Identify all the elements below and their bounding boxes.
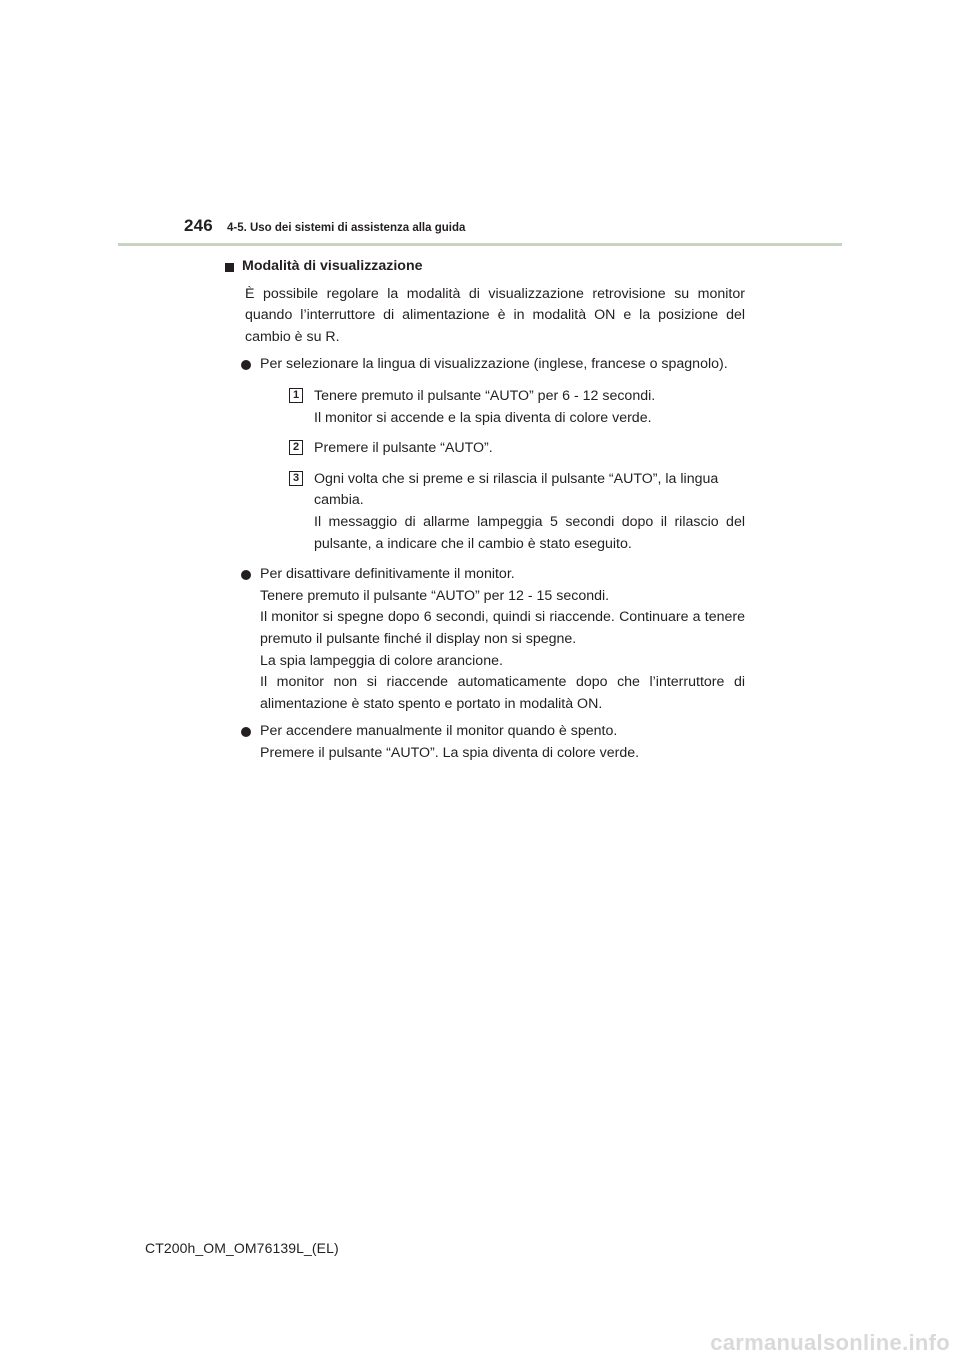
step-text: Il messaggio di allarme lampeggia 5 secondi dopo il rilascio del pulsante, a indicare che il cambio è stato eseguito. [314,513,745,552]
page-header [184,216,465,246]
bullet-text: Il monitor si spegne dopo 6 secondi, quindi si riaccende. Continuare a tenere premuto il pulsante finché il display non si spegne. [260,609,745,647]
step-item [289,438,745,460]
document-code: CT200h_OM_OM76139L_(EL) [145,1240,339,1256]
section-heading-text: Modalità di visualizzazione [242,258,423,274]
bullet-text: Premere il pulsante “AUTO”. La spia diventa di colore verde. [260,744,640,761]
bullet-text: Tenere premuto il pulsante “AUTO” per 12 - 15 secondi. [260,587,610,604]
step-item [289,469,745,555]
bullet-text: La spia lampeggia di colore arancione. [260,652,503,669]
step-number-box: 2 [289,440,303,455]
header-divider [118,243,842,246]
bullet-dot-icon [241,727,251,737]
bullet-text: Per disattivare definitivamente il monitor. [260,566,515,583]
page-number: 246 [184,216,213,235]
bullet-text: Per accendere manualmente il monitor quando è spento. [260,723,618,740]
square-bullet-icon [225,263,234,272]
step-text: Ogni volta che si preme e si rilascia il pulsante “AUTO”, la lingua cambia. [314,470,719,509]
bullet-text: Il monitor non si riaccende automaticamente dopo che l’interruttore di alimentazione è stato spento e portato in modalità ON. [260,674,745,712]
main-content [225,256,745,770]
watermark: carmanualsonline.info [710,1330,950,1355]
bullet-item [225,721,745,764]
step-number-box: 1 [289,388,303,403]
bullet-text: Per selezionare la lingua di visualizzazione (inglese, francese o spagnolo). [260,356,728,373]
bullet-item [225,354,745,555]
step-list [289,386,745,555]
section-heading [225,256,745,278]
bullet-dot-icon [241,360,251,370]
step-item [289,386,745,429]
section-intro: È possibile regolare la modalità di visualizzazione retrovisione su monitor quando l’interruttore di alimentazione è in modalità ON e la posizione del cambio è su R. [245,285,745,345]
section-title: 4-5. Uso dei sistemi di assistenza alla guida [226,222,466,234]
step-text: Tenere premuto il pulsante “AUTO” per 6 - 12 secondi. [314,387,656,404]
step-number-box: 3 [289,471,303,486]
step-text: Il monitor si accende e la spia diventa di colore verde. [314,409,652,426]
bullet-item [225,564,745,715]
bullet-dot-icon [241,570,251,580]
step-text: Premere il pulsante “AUTO”. [314,440,493,457]
